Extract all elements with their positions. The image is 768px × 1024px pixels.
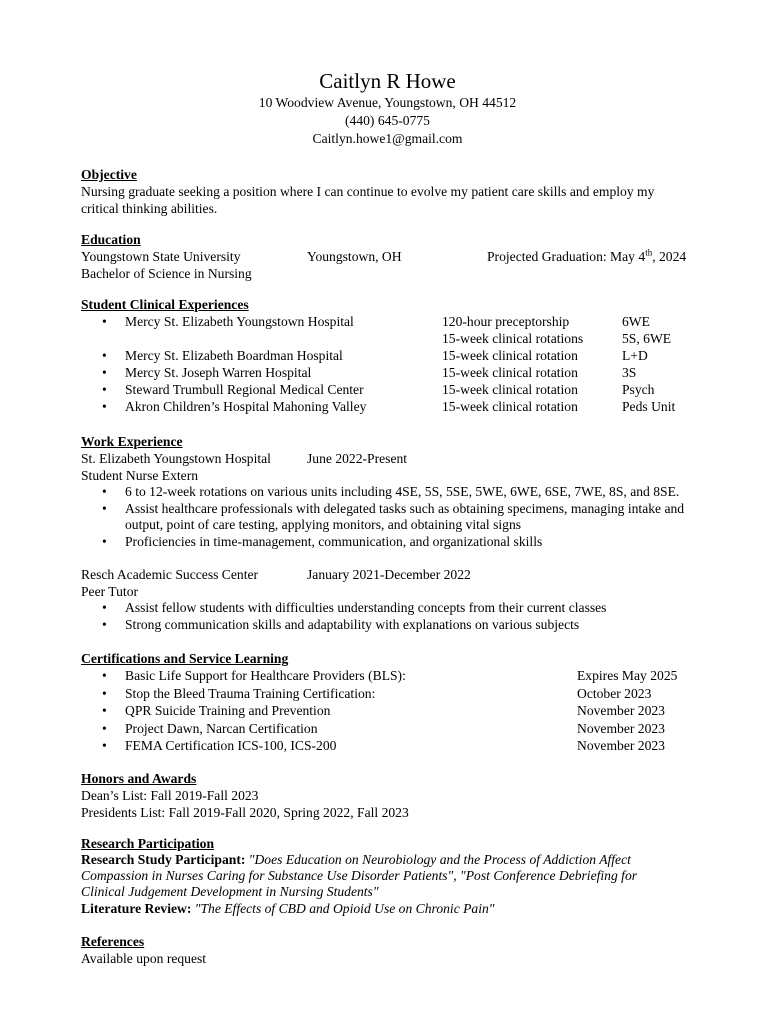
list-item: • Stop the Bleed Trauma Training Certification: October 2023 [81, 685, 721, 703]
email: Caitlyn.howe1@gmail.com [312, 131, 463, 146]
honor-line: Dean’s List: Fall 2019-Fall 2023 [81, 788, 259, 803]
job-dates: June 2022-Present [307, 451, 408, 466]
research-participant: Research Study Participant: "Does Education on Neurobiology and the Process of Addiction Affect Compassion in Nurses Caring for Substance Use Disorder Patients", "Post Conference Debriefing for Clinical Judgement Development in Nursing Students" [81, 852, 638, 899]
honors-title: Honors and Awards [81, 771, 197, 786]
address: 10 Woodview Avenue, Youngstown, OH 44512 [258, 95, 517, 110]
list-item: • FEMA Certification ICS-100, ICS-200 November 2023 [81, 737, 721, 755]
school-name: Youngstown State University [81, 249, 241, 264]
resume-header [0, 68, 768, 148]
list-item: 15-week clinical rotations 5S, 6WE [442, 331, 672, 346]
list-item: • Strong communication skills and adaptability with explanations on various subjects [81, 617, 741, 634]
research-section [81, 835, 741, 917]
education-title: Education [81, 232, 141, 247]
list-item: • Mercy St. Joseph Warren Hospital 15-week clinical rotation 3S [81, 364, 721, 381]
job-dates: January 2021-December 2022 [307, 567, 471, 582]
research-title: Research Participation [81, 836, 215, 851]
objective-section [81, 166, 721, 217]
job-role: Peer Tutor [81, 584, 139, 599]
objective-line: Nursing graduate seeking a position where I can continue to evolve my patient care skills and employ my [81, 184, 655, 199]
clinical-title: Student Clinical Experiences [81, 297, 249, 312]
list-item: • Steward Trumbull Regional Medical Center 15-week clinical rotation Psych [81, 381, 721, 398]
list-item: • Assist healthcare professionals with delegated tasks such as obtaining specimens, managing intake and output, point of care testing, applying monitors, and obtaining vital signs [81, 501, 741, 534]
list-item: • Assist fellow students with difficulties understanding concepts from their current classes [81, 600, 741, 617]
certifications-title: Certifications and Service Learning [81, 651, 289, 666]
work-section [81, 433, 741, 633]
job-role: Student Nurse Extern [81, 468, 199, 483]
job-duties [81, 484, 741, 550]
certifications-section [81, 650, 721, 755]
list-item: • Mercy St. Elizabeth Boardman Hospital 15-week clinical rotation L+D [81, 347, 721, 364]
objective-title: Objective [81, 167, 137, 182]
objective-line: critical thinking abilities. [81, 201, 218, 216]
work-title: Work Experience [81, 434, 183, 449]
employer: Resch Academic Success Center [81, 567, 259, 582]
degree: Bachelor of Science in Nursing [81, 266, 252, 281]
list-item: • 6 to 12-week rotations on various units including 4SE, 5S, 5SE, 5WE, 6WE, 6SE, 7WE, 8S, and 8SE. [81, 484, 741, 501]
list-item: • Basic Life Support for Healthcare Providers (BLS): Expires May 2025 [81, 667, 721, 685]
phone: (440) 645-0775 [345, 113, 430, 128]
education-section [81, 231, 721, 282]
references-section [81, 933, 721, 967]
list-item: • Proficiencies in time-management, communication, and organizational skills [81, 534, 741, 551]
school-location: Youngstown, OH [307, 249, 402, 264]
list-item: • Akron Children’s Hospital Mahoning Valley 15-week clinical rotation Peds Unit [81, 398, 721, 415]
job-duties [81, 600, 741, 633]
references-title: References [81, 934, 145, 949]
clinical-list [81, 313, 721, 415]
list-item: • QPR Suicide Training and Prevention November 2023 [81, 702, 721, 720]
list-item: • Project Dawn, Narcan Certification November 2023 [81, 720, 721, 738]
employer: St. Elizabeth Youngstown Hospital [81, 451, 271, 466]
clinical-section [81, 296, 721, 415]
literature-review: Literature Review: "The Effects of CBD and Opioid Use on Chronic Pain" [81, 901, 495, 916]
references-text: Available upon request [81, 951, 207, 966]
graduation-date: Projected Graduation: May 4th, 2024 [487, 247, 687, 264]
certifications-list [81, 667, 721, 755]
honor-line: Presidents List: Fall 2019-Fall 2020, Spring 2022, Fall 2023 [81, 805, 409, 820]
candidate-name: Caitlyn R Howe [319, 69, 456, 93]
list-item: • Mercy St. Elizabeth Youngstown Hospital 120-hour preceptorship 6WE [81, 313, 721, 330]
honors-section [81, 770, 721, 821]
